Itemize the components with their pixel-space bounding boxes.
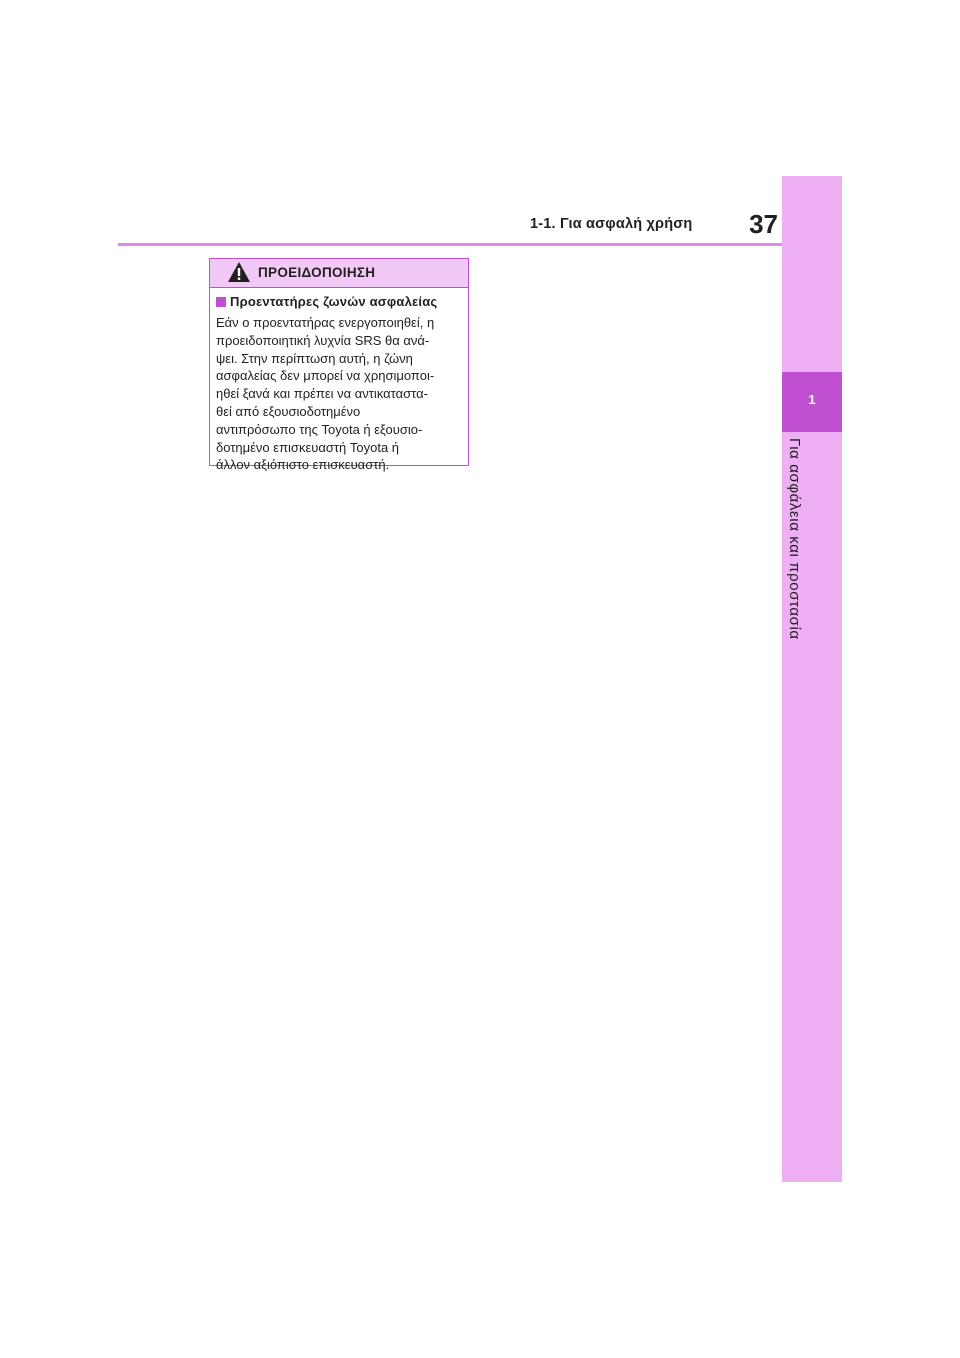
chapter-title: Για ασφάλεια και προστασία: [786, 438, 803, 640]
warning-body-text: Εάν ο προεντατήρας ενεργοποιηθεί, η προειδοποιητική λυχνία SRS θα ανά- ψει. Στην περίπτωση αυτή, η ζώνη ασφαλείας δεν μπορεί να χρησιμοποι- ηθεί ξανά και πρέπει να αντικαταστα- θεί από εξουσιοδοτημένο αντιπρόσωπο της Toyota ή εξουσιο- δοτημένο επισκευαστή Toyota ή άλλον αξιόπιστο επισκευαστή.: [216, 315, 435, 473]
square-bullet-icon: [216, 297, 226, 307]
warning-subheading-text: Προεντατήρες ζωνών ασφαλείας: [230, 294, 438, 309]
chapter-side-tab: [782, 176, 842, 1182]
header-divider: [118, 243, 782, 246]
warning-subheading: [216, 294, 468, 309]
page-number: 37: [749, 209, 778, 239]
warning-title: ΠΡΟΕΙΔΟΠΟΙΗΣΗ: [258, 265, 376, 280]
chapter-number: 1: [808, 392, 816, 407]
warning-header: [210, 259, 468, 288]
warning-triangle-icon: [227, 261, 251, 288]
warning-box: [209, 258, 469, 473]
section-title: 1-1. Για ασφαλή χρήση: [530, 216, 693, 232]
